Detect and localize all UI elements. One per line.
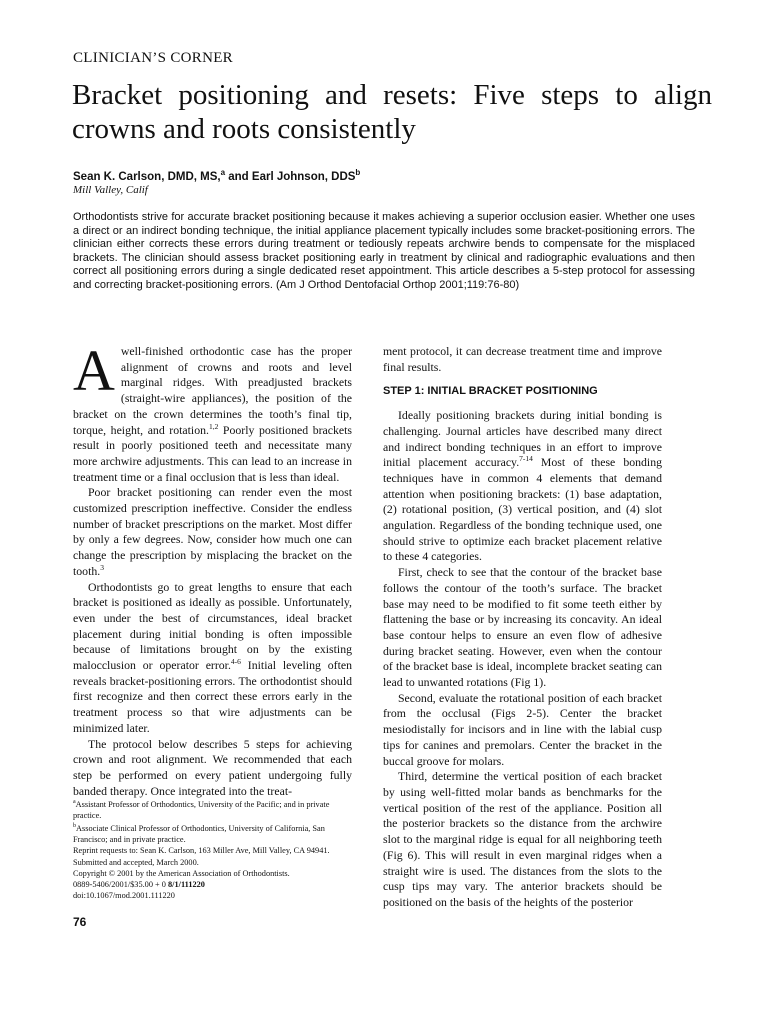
paragraph: The protocol below describes 5 steps for achieving crown and root alignment. We recommended that each step be performed on every patient undergoing fully banded therapy. Once integrated into the treat- (73, 736, 352, 798)
author-line (73, 168, 360, 183)
footnote-b: $^b$Associate Clinical Professor of Orthodontics, University of California, San Francisco; and in private practice. (73, 823, 325, 845)
citation-ref: 3 (100, 562, 104, 572)
body-column-right (383, 344, 662, 911)
issn-line: 0889-5406/2001/$35.00 + 0 8/1/111220 (73, 879, 205, 889)
reprint-request: Reprint requests to: Sean K. Carlson, 163 Miller Ave, Mill Valley, CA 94941. (73, 846, 330, 856)
doi-line: doi:10.1067/mod.2001.111220 (73, 891, 175, 901)
page-number: 76 (73, 915, 87, 929)
author-johnson: and Earl Johnson, DDS (225, 170, 356, 183)
author-affiliation: Mill Valley, Calif (73, 184, 148, 196)
citation-ref: 7-14 (519, 454, 533, 464)
author-sup-b: b (355, 168, 361, 177)
paragraph: Ideally positioning brackets during initial bonding is challenging. Journal articles have described many direct and indirect bonding techniques in an effort to improve initial placement accuracy.$^{7-14}$ Most of these bonding techniques have in common 4 elements that demand attention when positioning brackets: (1) base adaptation, (2) rotational position, (3) vertical position, and (4) slot angulation. Regardless of the bonding technique used, one should strive to optimize each bracket placement relative to these 4 categories. (383, 408, 662, 564)
article-title: Bracket positioning and resets: Five steps to align crowns and roots consistently (72, 79, 712, 145)
citation-ref: 1,2 (208, 421, 219, 431)
author-sup-a: a (220, 168, 226, 177)
copyright-notice: Copyright © 2001 by the American Association of Orthodontists. (73, 868, 290, 878)
paragraph: Second, evaluate the rotational position of each bracket from the occlusal (Figs 2-5). Center the bracket mesiodistally for incisors and in line with the labial cusp tips for canines and premolars. Center the bracket in the buccal groove for molars. (383, 690, 662, 768)
author-carlson: Sean K. Carlson, DMD, MS, (73, 170, 221, 183)
paragraph: ment protocol, it can decrease treatment time and improve final results. (383, 344, 662, 374)
abstract: Orthodontists strive for accurate bracket positioning because it makes achieving a superior occlusion easier. Whether one uses a direct or an indirect bonding technique, the initial appliance placement typically includes some bracket-positioning errors. The clinician either corrects these errors during treatment or tediously repeats archwire bends to compensate for the misplaced brackets. The clinician should assess bracket positioning early in treatment by clinical and radiographic evaluations and then correct all positioning errors during a single dedicated reset appointment. This article describes a 5-step protocol for assessing and correcting bracket-positioning errors. (Am J Orthod Dentofacial Orthop 2001;119:76-80) (73, 211, 695, 291)
section-label: CLINICIAN’S CORNER (73, 50, 233, 66)
submission-date: Submitted and accepted, March 2000. (73, 857, 199, 867)
footnotes (73, 797, 357, 901)
paragraph: Awell-finished orthodontic case has the proper alignment of crowns and roots and level marginal ridges. With preadjusted brackets (straight-wire appliances), the position of the bracket on the crown determines the tooth’s final tip, torque, height, and rotation.$^{1,2}$ Poorly positioned brackets result in poorly positioned teeth and necessitate many more archwire adjustments. This can lead to an increase in treatment time or a final occlusion that is less than ideal. (73, 338, 352, 484)
paragraph: Third, determine the vertical position of each bracket by using well-fitted molar bands as benchmarks for the vertical position of the rest of the appliance. Position all the posterior brackets so the distance from the archwire slot to the marginal ridge is equal for all neighboring teeth (Fig 6). This will result in even marginal ridges when a straight wire is used. The distances from the slots to the cusp tips may vary. The anterior brackets should be positioned on the basis of the heights of the posterior (383, 769, 662, 909)
drop-cap: A (73, 338, 115, 403)
paragraph: Orthodontists go to great lengths to ensure that each bracket is positioned as ideally as possible. Unfortunately, even under the best of circumstances, ideal bracket placement during initial bonding is often impossible because of limitations brought on by the existing malocclusion or operator error.$^{4-6}$ Initial leveling often reveals bracket-positioning errors. The orthodontist should first recognize and then correct these errors early in the treatment process so that wire adjustments can be minimized later. (73, 579, 352, 735)
citation-ref: 4-6 (230, 657, 241, 667)
section-heading-step-1: STEP 1: INITIAL BRACKET POSITIONING (383, 385, 598, 398)
footnote-a: $^a$Assistant Professor of Orthodontics, University of the Pacific; and in private practice. (73, 799, 330, 820)
paragraph: Poor bracket positioning can render even the most customized prescription ineffective. Consider the endless number of bracket prescriptions on the market. Most differ by only a few degrees. Now, consider how much one can change the prescription by misplacing the bracket on the tooth.$^3$ (73, 485, 352, 578)
paragraph: First, check to see that the contour of the bracket base follows the contour of the tooth’s surface. The bracket base may need to be modified to fit some teeth either by flattening the base or by increasing its concavity. An ideal base contour helps to ensure an even flow of adhesive during bracket seating. However, even when the contour of the bracket base is ideal, incomplete bracket seating can lead to unwanted rotations (Fig 1). (383, 565, 662, 690)
body-column-left (73, 338, 352, 799)
